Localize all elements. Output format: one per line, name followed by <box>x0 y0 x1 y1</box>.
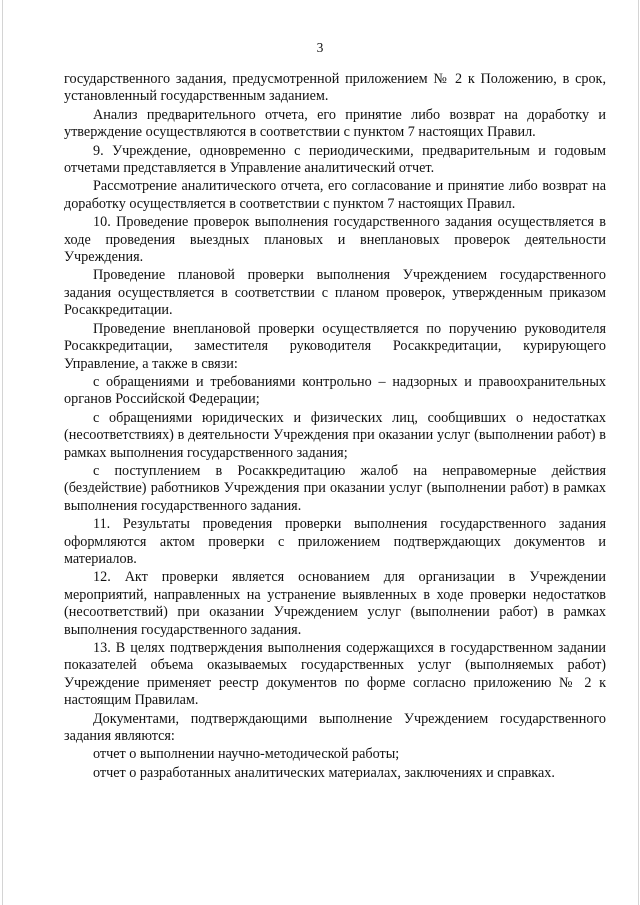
list-item: отчет о выполнении научно-методической работы; <box>93 746 400 763</box>
list-item: отчет о разработанных аналитических материалах, заключениях и справках. <box>93 764 555 781</box>
paragraph: 13. В целях подтверждения выполнения содержащихся в государственном задании показателей объема оказываемых государственных услуг (выполняемых работ) Учреждение применяет реестр документов по форме согласно приложению № 2 к настоящим Правилам. <box>64 640 606 709</box>
paragraph: Документами, подтверждающими выполнение Учреждением государственного задания являются: <box>64 710 606 745</box>
paragraph: 12. Акт проверки является основанием для организации в Учреждении мероприятий, направленных на устранение выявленных в ходе проверки недостатков (несоответствий) при оказании Учреждением услуг (выполнении работ) в рамках выполнения государственного задания. <box>64 569 606 638</box>
document-body <box>64 71 606 783</box>
list-item: с обращениями юридических и физических лиц, сообщивших о недостатках (несоответствиях) в деятельности Учреждения при оказании услуг (выполнении работ) в рамках выполнения государственного задания; <box>64 409 606 461</box>
page-number: 3 <box>316 40 324 55</box>
paragraph: 11. Результаты проведения проверки выполнения государственного задания оформляются актом проверки с приложением подтверждающих документов и материалов. <box>64 516 606 567</box>
paragraph: 9. Учреждение, одновременно с периодическими, предварительным и годовым отчетами представляется в Управление аналитический отчет. <box>64 142 606 177</box>
list-item: с поступлением в Росаккредитацию жалоб на неправомерные действия (бездействие) работников Учреждения при оказании услуг (выполнении работ) в рамках выполнения государственного задания. <box>64 462 606 514</box>
paragraph: 10. Проведение проверок выполнения государственного задания осуществляется в ходе проведения выездных плановых и внеплановых проверок деятельности Учреждения. <box>64 214 606 266</box>
paragraph: государственного задания, предусмотренной приложением № 2 к Положению, в срок, установленный государственным заданием. <box>64 71 606 105</box>
paragraph: Анализ предварительного отчета, его принятие либо возврат на доработку и утверждение осуществляются в соответствии с пунктом 7 настоящих Правил. <box>64 106 606 141</box>
page-edge-left <box>2 0 3 905</box>
list-item: с обращениями и требованиями контрольно – надзорных и правоохранительных органов Российской Федерации; <box>64 373 606 408</box>
paragraph: Рассмотрение аналитического отчета, его согласование и принятие либо возврат на доработку осуществляется в соответствии с пунктом 7 настоящих Правил. <box>64 178 606 212</box>
page-edge-right <box>638 0 639 905</box>
paragraph: Проведение плановой проверки выполнения Учреждением государственного задания осуществляется в соответствии с планом проверок, утвержденным приказом Росаккредитации. <box>64 267 606 319</box>
paragraph: Проведение внеплановой проверки осуществляется по поручению руководителя Росаккредитации, заместителя руководителя Росаккредитации, курирующего Управление, а также в связи: <box>64 320 606 372</box>
